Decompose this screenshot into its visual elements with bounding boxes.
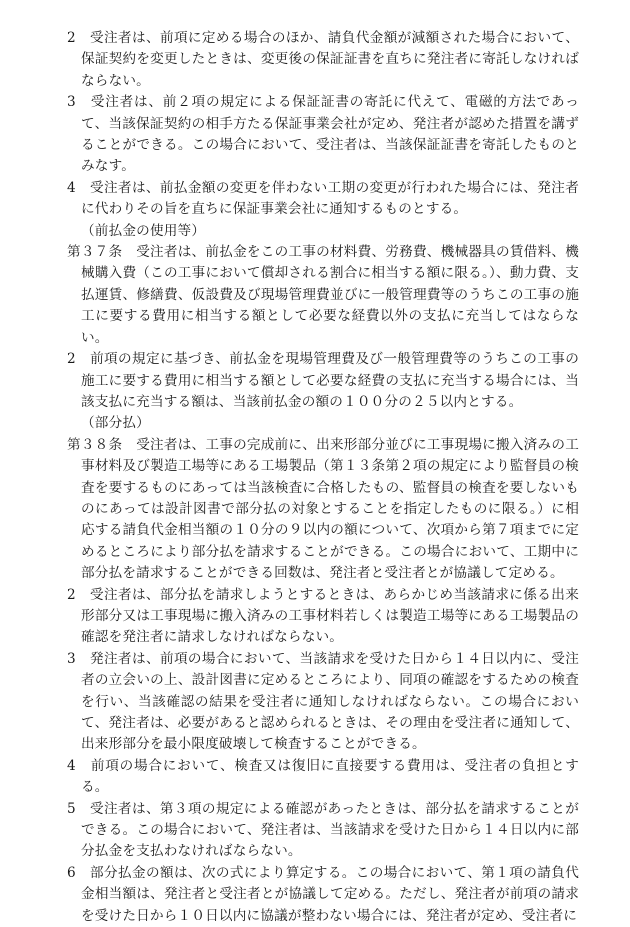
para-number: 2 <box>67 30 76 46</box>
article37-number: 第３７条 <box>67 244 123 261</box>
article37-text: 受注者は、前払金をこの工事の材料費、労務費、機械器具の賃借料、機械購入費（この工事において償却される割合に相当する額に限る。）、動力費、支払運賃、修繕費、仮設費及び現場管理費並びに一般管理費等のうちこの工事の施工に要する費用に相当する額として必要な経費以外の支払に充当してはならない。 <box>81 244 579 346</box>
para-text: 受注者は、前２項の規定による保証証書の寄託に代えて、電磁的方法であって、当該保証契約の相手方たる保証事業会社が定め、発注者が認めた措置を講ずることができる。この場合において、受注者は、当該保証証書を寄託したものとみなす。 <box>81 94 579 175</box>
document-page <box>67 28 579 927</box>
article38-para-6 <box>67 863 579 927</box>
article38-number: 第３８条 <box>67 436 123 453</box>
article38-text: 受注者は、工事の完成前に、出来形部分並びに工事現場に搬入済みの工事材料及び製造工場等にある工場製品（第１３条第２項の規定により監督員の検査を要するものにあっては当該検査に合格したもの、監督員の検査を要しないものにあっては設計図書で部分払の対象とすることを指定したものに限る。）に相応する請負代金相当額の１０分の９以内の額について、次項から第７項までに定めるところにより部分払を請求することができる。この場合において、工期中に部分払を請求することができる回数は、発注者と受注者とが協議して定める。 <box>81 436 579 582</box>
article38-para-3 <box>67 649 579 756</box>
para-text: 受注者は、前払金額の変更を伴わない工期の変更が行われた場合には、発注者に代わりその旨を直ちに保証事業会社に通知するものとする。 <box>81 179 580 218</box>
para-text: 受注者は、第３項の規定による確認があったときは、部分払を請求することができる。この場合において、発注者は、当該請求を受けた日から１４日以内に部分払金を支払わなければならない。 <box>81 800 579 860</box>
article36-para-2 <box>67 28 579 92</box>
article36-para-3 <box>67 92 579 178</box>
article38-para-4 <box>67 756 579 799</box>
para-number: 6 <box>67 864 76 881</box>
article36-para-4 <box>67 178 579 221</box>
para-text: 受注者は、前項に定める場合のほか、請負代金額が減額された場合において、保証契約を変更したときは、変更後の保証証書を直ちに発注者に寄託しなければならない。 <box>81 30 580 89</box>
para-number: 3 <box>67 94 76 111</box>
article38-main <box>67 435 579 585</box>
article37-main <box>67 242 579 349</box>
para-text: 受注者は、部分払を請求しようとするときは、あらかじめ当該請求に係る出来形部分又は工事現場に搬入済みの工事材料若しくは製造工場等にある工場製品の確認を発注者に請求しなければならない。 <box>81 586 580 646</box>
para-number: 2 <box>67 586 76 603</box>
para-text: 発注者は、前項の場合において、当該請求を受けた日から１４日以内に、受注者の立会いの上、設計図書に定めるところにより、同項の確認をするための検査を行い、当該確認の結果を受注者に通知しなければならない。この場合において、発注者は、必要があると認められるときは、その理由を受注者に通知して、出来形部分を最小限度破壊して検査することができる。 <box>81 650 580 753</box>
para-number: 5 <box>67 800 76 817</box>
article38-para-5 <box>67 799 579 863</box>
para-number: 2 <box>67 351 76 368</box>
para-number: 4 <box>67 757 76 774</box>
article37-para-2 <box>67 349 579 413</box>
para-text: 前項の場合において、検査又は復旧に直接要する費用は、受注者の負担とする。 <box>81 757 580 796</box>
para-number: 4 <box>67 179 76 196</box>
para-text: 部分払金の額は、次の式により算定する。この場合において、第１項の請負代金相当額は、発注者と受注者とが協議して定める。ただし、発注者が前項の請求を受けた日から１０日以内に協議が整わない場合には、発注者が定め、受注者に <box>81 864 580 924</box>
article38-para-2 <box>67 585 579 649</box>
para-text: 前項の規定に基づき、前払金を現場管理費及び一般管理費等のうちこの工事の施工に要する費用に相当する額として必要な経費の支払に充当する場合には、当該支払に充当する額は、当該前払金の額の１００分の２５以内とする。 <box>81 351 579 410</box>
article37-heading: （前払金の使用等） <box>81 222 206 239</box>
para-number: 3 <box>67 650 76 667</box>
article38-heading: （部分払） <box>81 415 150 432</box>
